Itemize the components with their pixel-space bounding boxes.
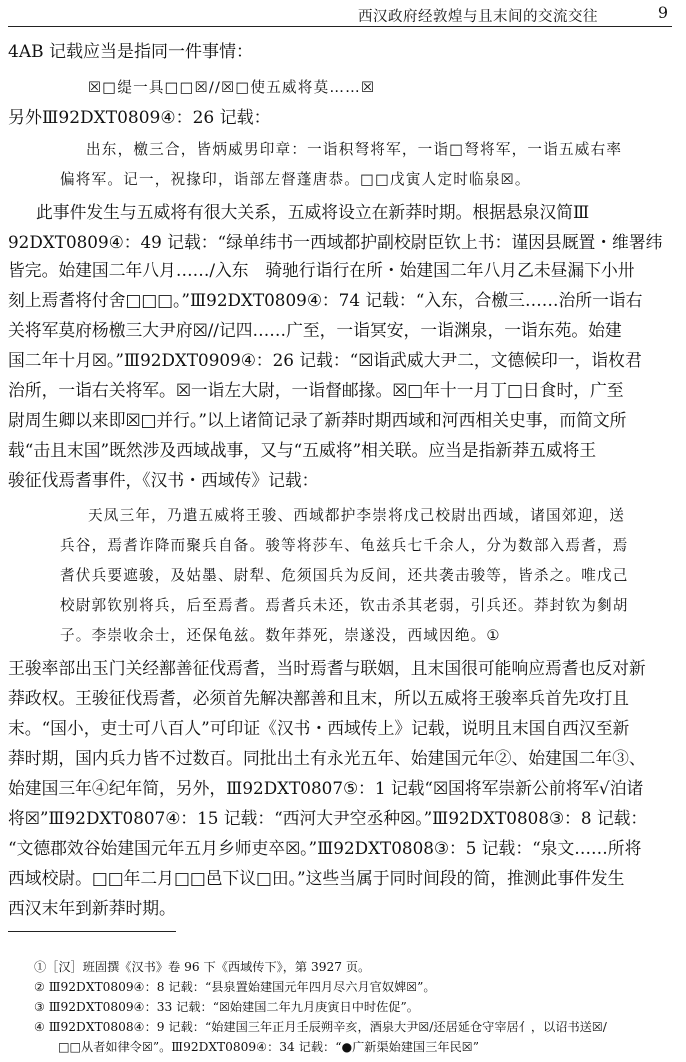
text-line: 将☒”Ⅲ92DXT0807④：15 记载：“西河大尹空丞种☒。”Ⅲ92DXT0808③：8 记载： — [8, 808, 648, 828]
page-number: 9 — [657, 3, 668, 22]
footnote-line: ③ Ⅲ92DXT0809④：33 记载：“☒始建国二年九月庚寅日中时佐促”。 — [34, 1000, 419, 1014]
text-line: 治所，一诣右关将军。☒一诣左大尉，一诣督邮掾。☒□年十一月丁□日食时，广至 — [8, 380, 624, 400]
quoted-text-line: 耆伏兵要遮骏，及姑墨、尉犁、危须国兵为反间，还共袭击骏等，皆杀之。唯戊己 — [60, 567, 629, 584]
text-line: 末。“国小，吏士可八百人”可印证《汉书・西域传上》记载，说明且末国自西汉至新 — [8, 718, 630, 738]
footnote-line: ④ Ⅲ92DXT0808④：9 记载：“始建国三年正月壬辰朔辛亥，酒泉大尹☒/还居延仓守宰居亻，以诏书送☒/ — [34, 1020, 607, 1034]
text-line: 4AB 记载应当是指同一件事情： — [8, 42, 253, 62]
text-line: 莽时期，国内兵力皆不过数百。同批出土有永光五年、始建国元年②、始建国二年③、 — [8, 748, 646, 768]
running-header — [8, 2, 672, 27]
text-line: 始建国三年④纪年简，另外，Ⅲ92DXT0807⑤：1 记载“☒国将军崇新公前将军√泊诸 — [8, 778, 644, 798]
running-title: 西汉政府经敦煌与且末间的交流交往 — [358, 9, 598, 25]
quoted-text-line: 子。李崇收余士，还保龟兹。数年莽死，崇遂没，西域因绝。① — [60, 627, 501, 644]
text-line: 关将军莫府杨檄三大尹府☒//记四……广至，一诣冥安，一诣渊泉，一诣东苑。始建 — [8, 320, 622, 340]
text-line: 西域校尉。□□年二月□□邑下议□田。”这些当属于同时间段的简，推测此事件发生 — [8, 868, 625, 888]
footnote-line: ② Ⅲ92DXT0809④：8 记载：“县泉置始建国元年四月尽六月官奴婢☒”。 — [34, 980, 436, 994]
footnote-line: □□从者如律令☒”。Ⅲ92DXT0809④：34 记载：“●广新渠始建国三年民☒” — [58, 1040, 479, 1054]
text-line: 此事件发生与五威将有很大关系，五威将设立在新莽时期。根据悬泉汉简Ⅲ — [36, 202, 590, 222]
text-line: 刻上焉耆将付舍□□□。”Ⅲ92DXT0809④：74 记载：“入东，合檄三……治所一诣右 — [8, 290, 643, 310]
text-line: 国二年十月☒。”Ⅲ92DXT0909④：26 记载：“☒诣武威大尹二，文德候印一，诣枚君 — [8, 350, 642, 370]
text-line: 皆完。始建国二年八月……/入东 骑驰行诣行在所・始建国二年八月乙未昼漏下小卅 — [8, 260, 635, 280]
text-line: 92DXT0809④：49 记载：“绿单纬书一西域都护副校尉臣钦上书：谨因县厩置・维署纬 — [8, 232, 663, 252]
quoted-text-line: 天凤三年，乃遣五威将王骏、西域都护李崇将戊己校尉出西域，诸国郊迎，送 — [88, 507, 625, 524]
quoted-text-line: ☒□缇一具□□☒//☒□使五威将莫……☒ — [88, 79, 376, 96]
text-line: 尉周生卿以来即☒□并行。”以上诸简记录了新莽时期西域和河西相关史事，而简文所 — [8, 410, 627, 430]
quoted-text-line: 校尉郭钦别将兵，后至焉耆。焉耆兵未还，钦击杀其老弱，引兵还。莽封钦为剼胡 — [60, 597, 629, 614]
footnote-rule — [8, 931, 176, 932]
text-line: 载“击且末国”既然涉及西域战事，又与“五威将”相关联。应当是指新莽五威将王 — [8, 440, 597, 460]
quoted-text-line: 兵谷，焉耆诈降而聚兵自备。骏等将莎车、龟兹兵七千余人，分为数部入焉耆，焉 — [60, 537, 629, 554]
text-line: 另外Ⅲ92DXT0809④：26 记载： — [8, 108, 271, 128]
text-line: 莽政权。王骏征伐焉耆，必须首先解决鄯善和且末，所以五威将王骏率兵首先攻打且 — [8, 688, 629, 708]
footnote-line: ①［汉］班固撰《汉书》卷 96 下《西域传下》，第 3927 页。 — [34, 960, 371, 974]
text-line: 西汉末年到新莽时期。 — [8, 898, 176, 918]
quoted-text-line: 偏将军。记一，祝掾印，诣部左督蓬唐恭。□□戊寅人定时临泉☒。 — [60, 171, 531, 188]
text-line: 骏征伐焉耆事件，《汉书・西域传》记载： — [8, 470, 319, 490]
text-line: 王骏率部出玉门关经鄯善征伐焉耆，当时焉耆与联姻，且末国很可能响应焉耆也反对新 — [8, 658, 646, 678]
text-line: “文德郡效谷始建国元年五月乡师吏卒☒。”Ⅲ92DXT0808③：5 记载：“泉文……所将 — [8, 838, 642, 858]
quoted-text-line: 出东，檄三合，皆炳威男印章：一诣积弩将军，一诣□弩将军，一诣五威右率 — [86, 141, 623, 158]
